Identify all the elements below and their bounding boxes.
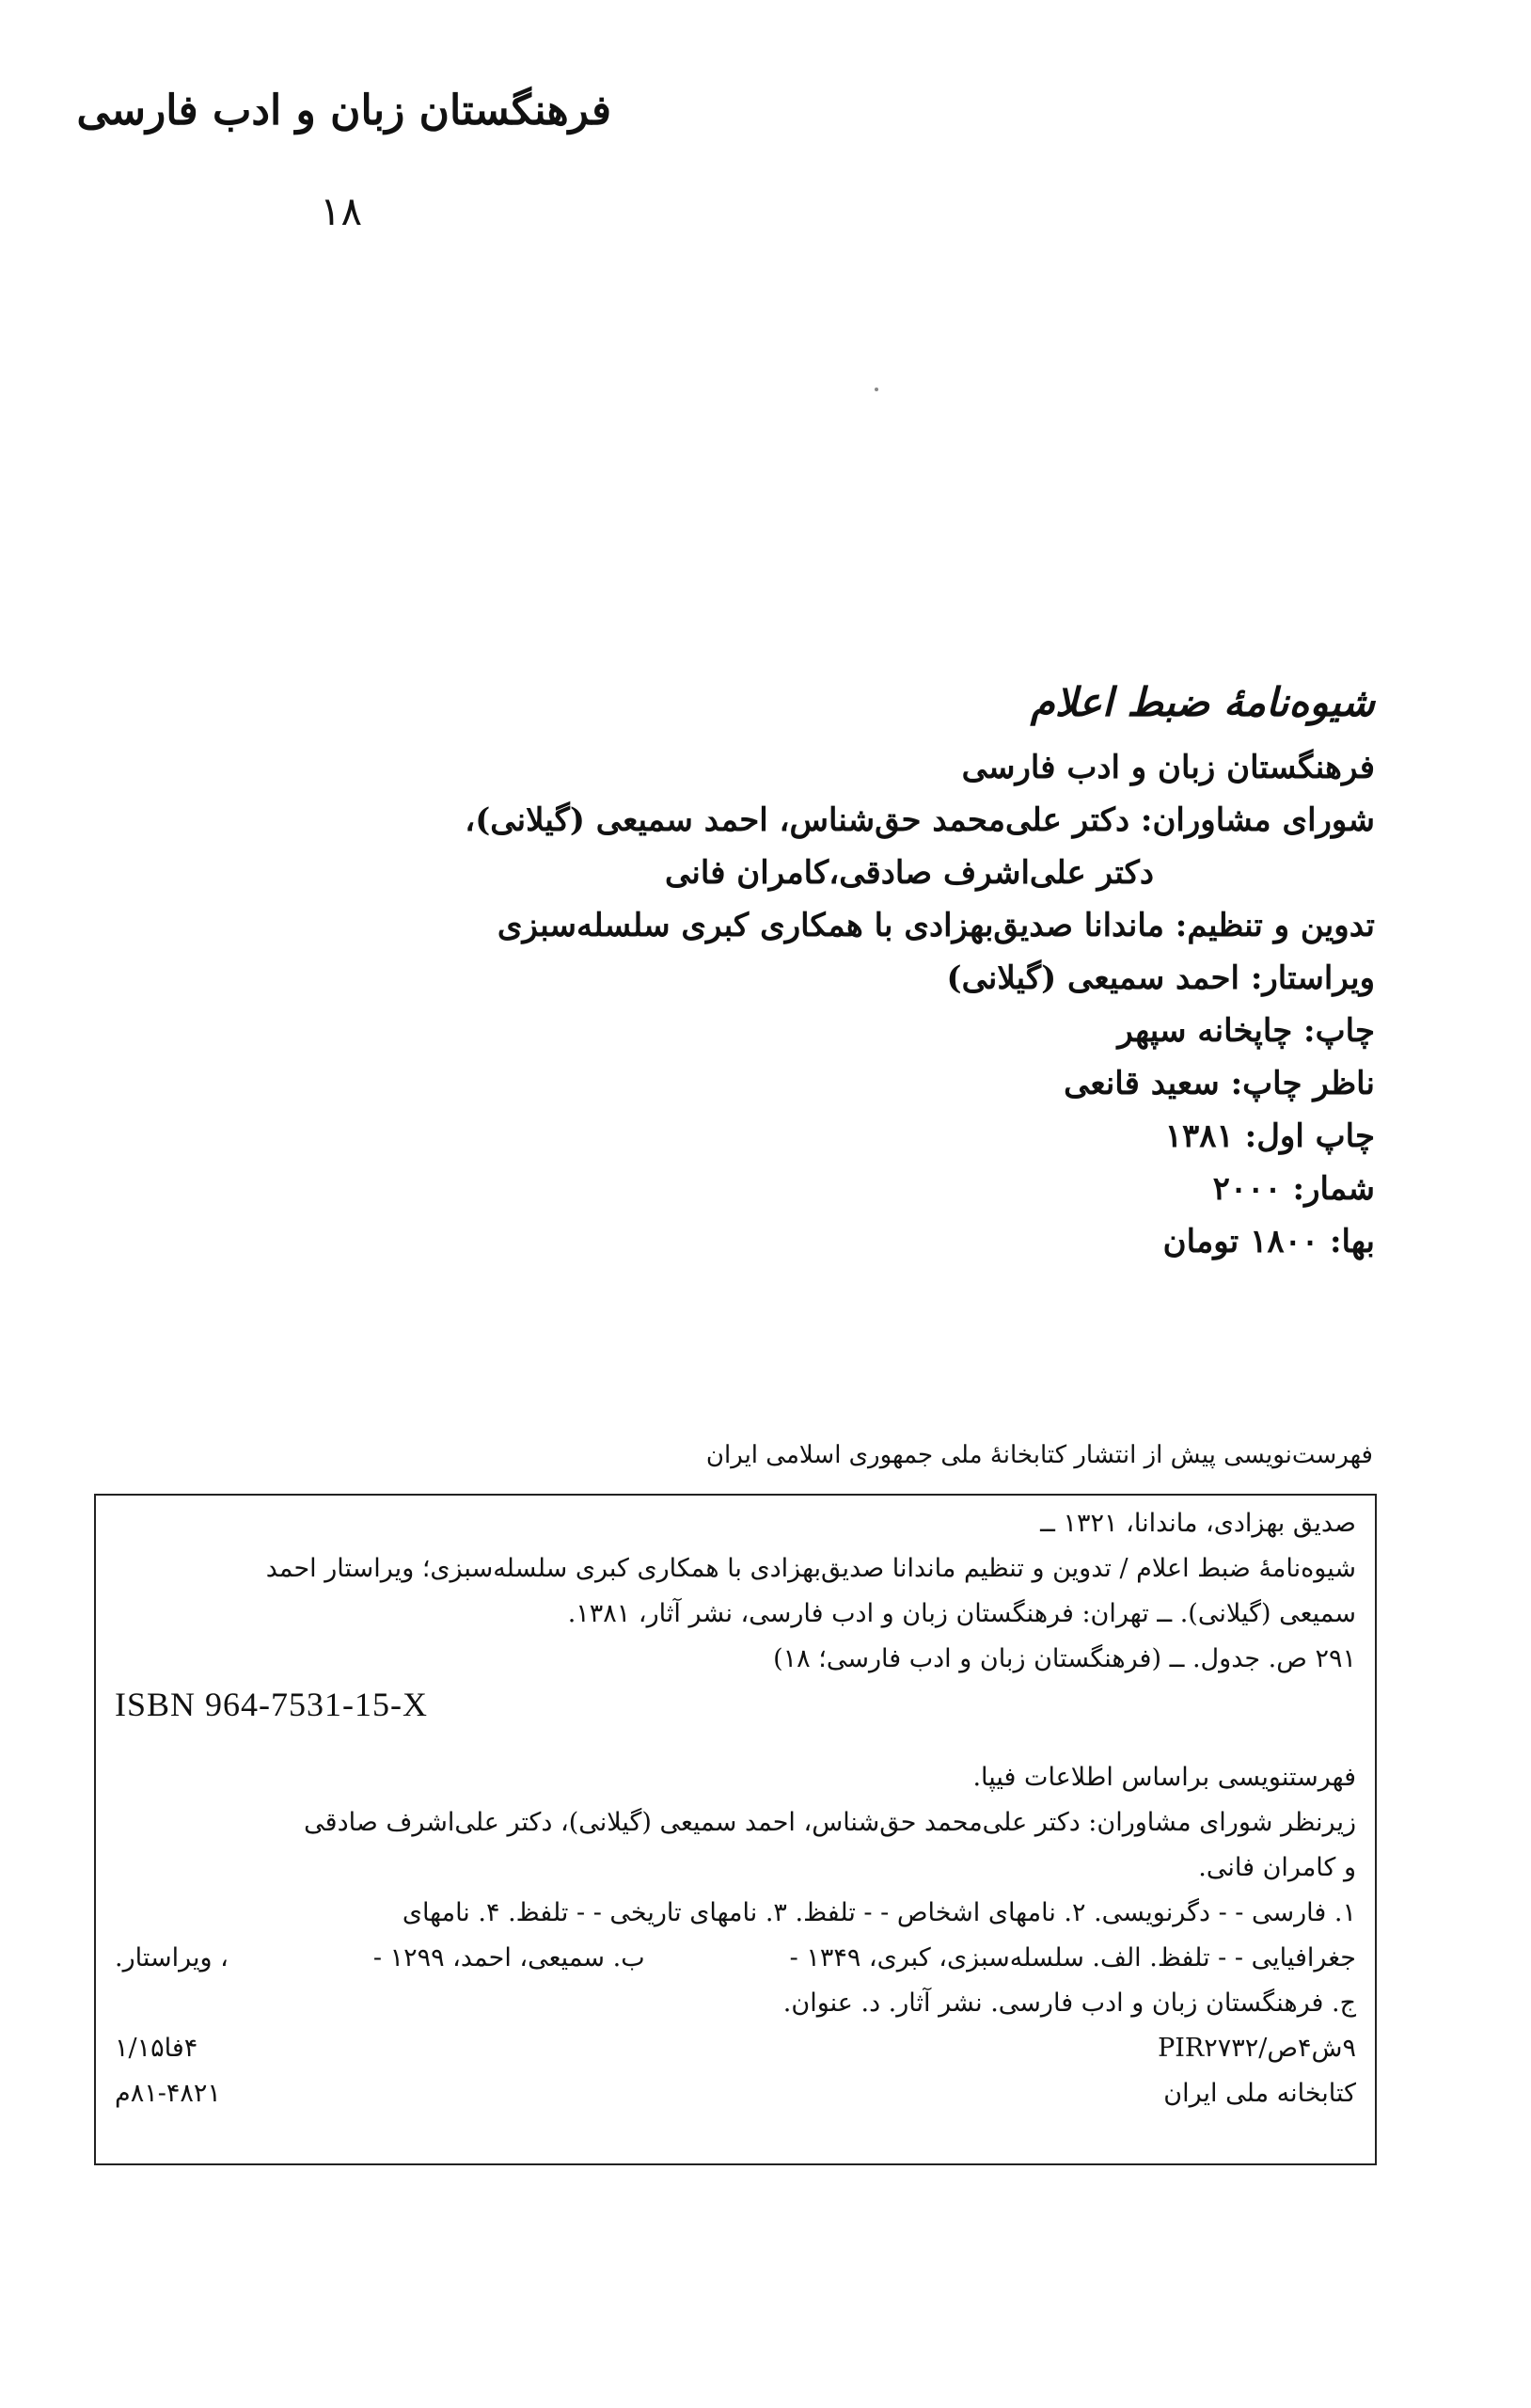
cip-class-right: ۹ش۴ص/PIR۲۷۳۲ [1158, 2034, 1356, 2063]
series-number: ۱۸ [320, 188, 363, 234]
cip-supervision-line-2: و کامران فانی. [1198, 1853, 1356, 1882]
compilation: تدوین و تنظیم: ماندانا صدیق‌بهزادی با همکاری کبری سلسله‌سبزی [497, 907, 1375, 944]
cip-subjects-line-2-b: ب. سمیعی، احمد، ۱۲۹۹ ‑ [372, 1943, 645, 1972]
series-name: فرهنگستان زبان و ادب فارسی [76, 87, 611, 135]
cip-author: صدیق بهزادی، ماندانا، ۱۳۲۱ ــ [1040, 1509, 1356, 1538]
first-edition: چاپ اول: ۱۳۸۱ [1164, 1117, 1375, 1155]
cip-subjects-line-1: ۱. فارسی ‑ ‑ دگرنویسی. ۲. نامهای اشخاص ‑ ‑ تلفظ. ۳. نامهای تاریخی ‑ ‑ تلفظ. ۴. نامهای [402, 1898, 1356, 1927]
advisors-line-2: دکتر علی‌اشرف صادقی،کامران فانی [665, 854, 1154, 892]
book-title: شیوه‌نامهٔ ضبط اعلام [1030, 679, 1375, 725]
printer: چاپ: چاپخانه سپهر [1117, 1012, 1375, 1050]
cip-subjects-line-2-c: ، ویراستار. [115, 1943, 229, 1972]
colophon-block [209, 670, 1375, 1268]
cip-title-line-2: سمیعی (گیلانی). ــ تهران: فرهنگستان زبان و ادب فارسی، نشر آثار، ۱۳۸۱. [567, 1599, 1356, 1628]
cip-fipa-note: فهرستنویسی براساس اطلاعات فیپا. [972, 1763, 1356, 1792]
editor: ویراستار: احمد سمیعی (گیلانی) [946, 959, 1375, 997]
cip-class-left: ۴فا۱/۱۵ [115, 2034, 198, 2063]
price: بها: ۱۸۰۰ تومان [1162, 1223, 1375, 1260]
cip-supervision-line-1: زیرنظر شورای مشاوران: دکتر علی‌محمد حق‌شناس، احمد سمیعی (گیلانی)، دکتر علی‌اشرف صادقی [304, 1808, 1356, 1837]
print-supervisor: ناظر چاپ: سعید قانعی [1064, 1065, 1375, 1102]
cip-classification [115, 2026, 1356, 2071]
cip-subjects-line-2 [115, 1936, 1356, 1981]
cip-physical: ۲۹۱ ص. جدول. ــ (فرهنگستان زبان و ادب فارسی؛ ۱۸) [773, 1644, 1356, 1673]
cip-title-line-1: شیوه‌نامهٔ ضبط اعلام / تدوین و تنظیم ماندانا صدیق‌بهزادی با همکاری کبری سلسله‌سبزی؛ ویراستار احمد [265, 1554, 1356, 1583]
cip-isbn: ISBN 964-7531-15-X [115, 1686, 428, 1723]
advisors-line-1: شورای مشاوران: دکتر علی‌محمد حق‌شناس، احمد سمیعی (گیلانی)، [465, 801, 1375, 839]
print-run: شمار: ۲۰۰۰ [1212, 1170, 1375, 1208]
cip-header: فهرست‌نویسی پیش از انتشار کتابخانهٔ ملی جمهوری اسلامی ایران [705, 1441, 1373, 1469]
cip-subjects-line-2-a: جغرافیایی ‑ ‑ تلفظ. الف. سلسله‌سبزی، کبری، ۱۳۴۹ ‑ [789, 1943, 1356, 1972]
publisher: فرهنگستان زبان و ادب فارسی [961, 749, 1375, 786]
cip-library-line [115, 2071, 1356, 2116]
cip-subjects-line-3: ج. فرهنگستان زبان و ادب فارسی. نشر آثار. د. عنوان. [782, 1988, 1356, 2018]
cip-record-number: ۴۸۲۱‑۸۱م [115, 2079, 221, 2108]
speck-mark [875, 388, 878, 391]
cip-box [94, 1494, 1377, 2165]
cip-library: کتابخانه ملی ایران [1163, 2079, 1356, 2108]
